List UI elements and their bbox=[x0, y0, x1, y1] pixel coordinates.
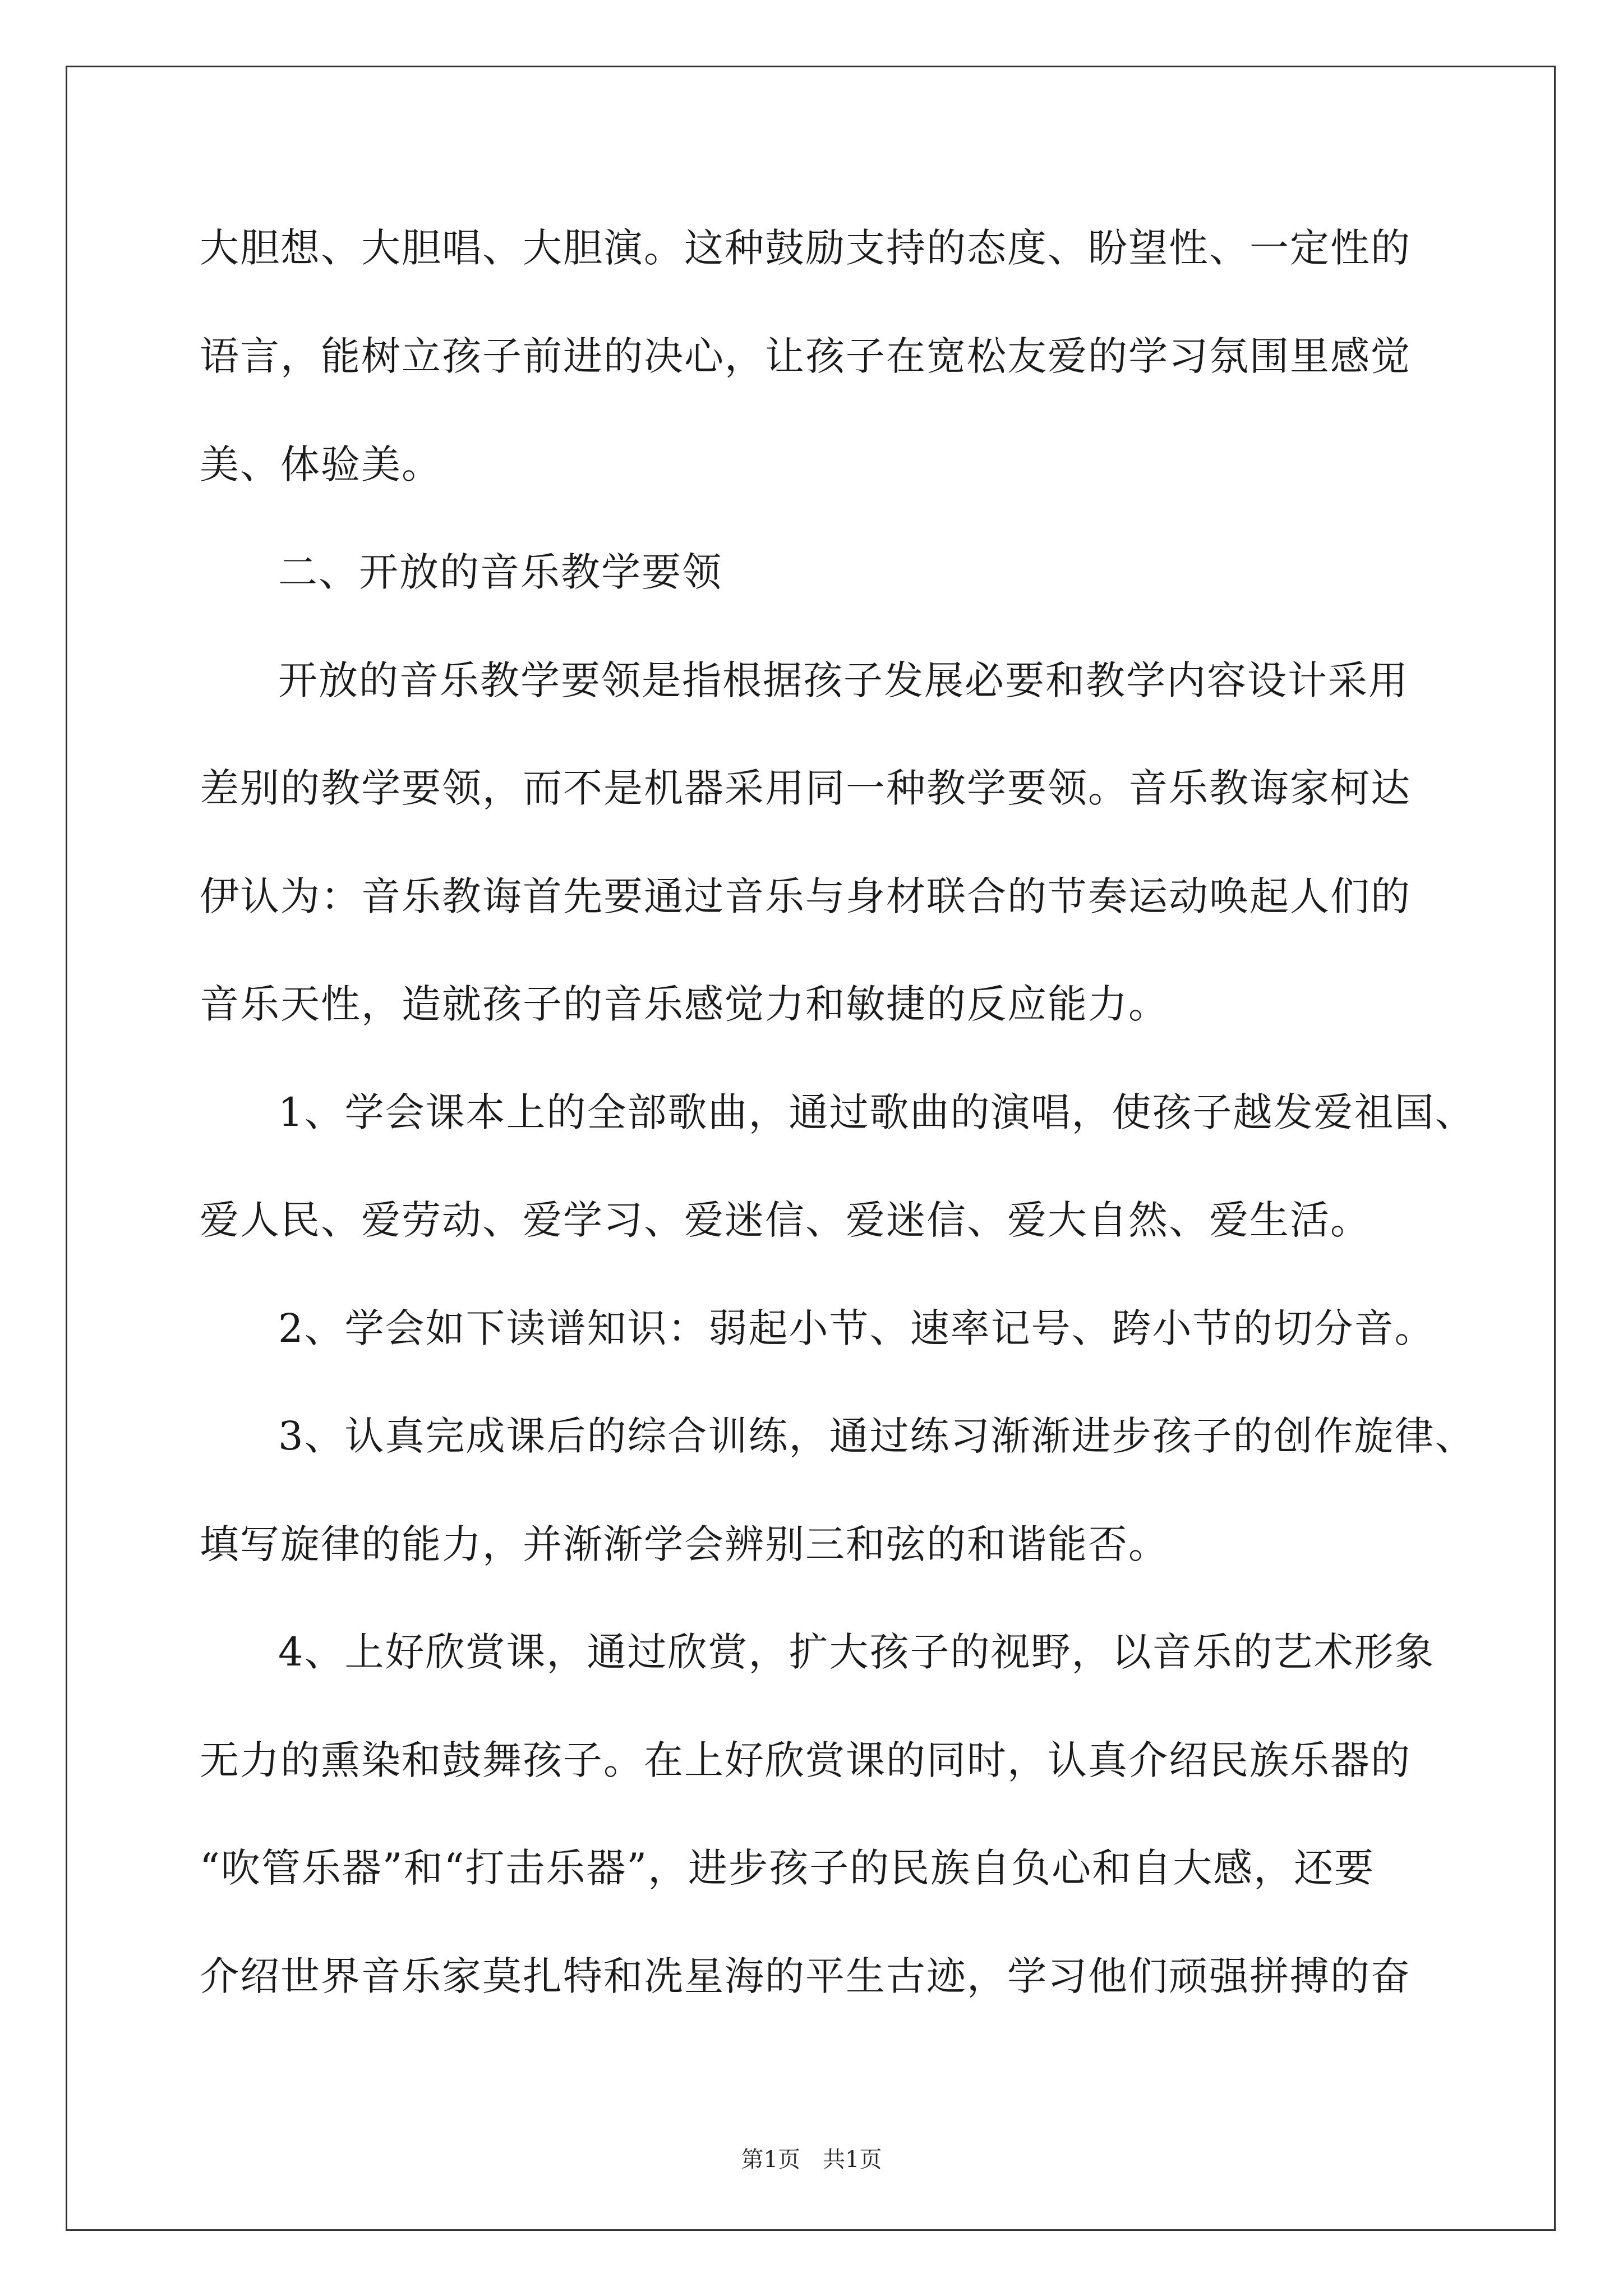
text-line: 填写旋律的能力，并渐渐学会辨别三和弦的和谐能否。 bbox=[200, 1521, 1169, 1567]
list-item: 4、上好欣赏课，通过欣赏，扩大孩子的视野，以音乐的艺术形象 bbox=[278, 1629, 1435, 1675]
text-line: 大胆想、大胆唱、大胆演。这种鼓励支持的态度、盼望性、一定性的 bbox=[200, 225, 1411, 271]
text-line: “吹管乐器”和“打击乐器”，进步孩子的民族自负心和自大感，还要 bbox=[200, 1845, 1375, 1891]
text-line: 语言，能树立孩子前进的决心，让孩子在宽松友爱的学习氛围里感觉 bbox=[200, 333, 1411, 379]
text-line: 差别的教学要领，而不是机器采用同一种教学要领。音乐教诲家柯达 bbox=[200, 765, 1411, 811]
list-item: 2、学会如下读谱知识：弱起小节、速率记号、跨小节的切分音。 bbox=[278, 1305, 1435, 1351]
list-item: 3、认真完成课后的综合训练，通过练习渐渐进步孩子的创作旋律、 bbox=[278, 1413, 1476, 1459]
text-line: 音乐天性，造就孩子的音乐感觉力和敏捷的反应能力。 bbox=[200, 981, 1169, 1027]
section-heading: 二、开放的音乐教学要领 bbox=[278, 549, 722, 595]
page-number: 第1页 共1页 bbox=[741, 2147, 882, 2173]
text-line: 开放的音乐教学要领是指根据孩子发展必要和教学内容设计采用 bbox=[278, 657, 1409, 703]
text-line: 无力的熏染和鼓舞孩子。在上好欣赏课的同时，认真介绍民族乐器的 bbox=[200, 1737, 1411, 1783]
text-line: 伊认为：音乐教诲首先要通过音乐与身材联合的节奏运动唤起人们的 bbox=[200, 873, 1411, 919]
list-item: 1、学会课本上的全部歌曲，通过歌曲的演唱，使孩子越发爱祖国、 bbox=[278, 1089, 1476, 1135]
page-border bbox=[66, 66, 1556, 2231]
text-line: 美、体验美。 bbox=[200, 441, 442, 487]
text-line: 介绍世界音乐家莫扎特和冼星海的平生古迹，学习他们顽强拼搏的奋 bbox=[200, 1953, 1411, 1999]
text-line: 爱人民、爱劳动、爱学习、爱迷信、爱迷信、爱大自然、爱生活。 bbox=[200, 1197, 1371, 1243]
